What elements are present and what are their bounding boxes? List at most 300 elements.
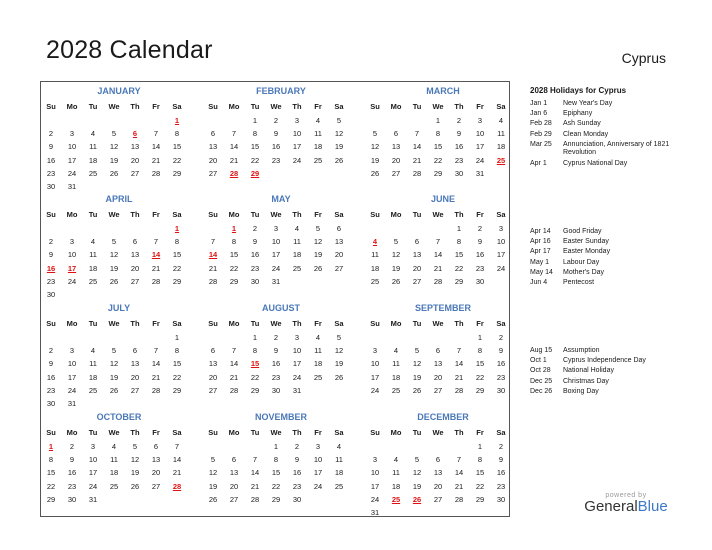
day-cell: 7 [231, 346, 237, 356]
day-cell: 6 [231, 455, 237, 465]
day-cell: 1 [477, 442, 483, 451]
day-cell: 13 [229, 468, 239, 478]
day-cell: 14 [172, 455, 182, 465]
day-cell: 27 [130, 168, 140, 178]
day-cell: 7 [153, 237, 159, 247]
weekday-header: Th [292, 210, 302, 219]
day-cell: 3 [69, 129, 75, 139]
day-cell: 21 [454, 481, 464, 491]
holiday-date: Feb 28 [530, 120, 552, 128]
day-cell: 17 [370, 372, 380, 382]
day-cell: 2 [498, 442, 504, 451]
day-cell: 13 [130, 142, 140, 152]
day-cell: 22 [475, 481, 485, 491]
day-cell: 20 [208, 155, 218, 165]
holiday-name: New Year's Day [563, 100, 613, 107]
day-cell: 29 [172, 385, 182, 395]
day-cell: 19 [109, 155, 119, 165]
day-cell: 10 [88, 455, 98, 465]
day-cell: 7 [456, 455, 462, 465]
day-cell: 17 [496, 250, 506, 260]
day-cell: 30 [250, 276, 260, 286]
day-cell: 21 [151, 155, 161, 165]
day-cell: 9 [273, 129, 279, 139]
day-cell: 22 [229, 263, 239, 273]
weekday-header: Su [46, 210, 56, 219]
day-cell: 2 [48, 237, 54, 247]
day-cell: 1 [174, 333, 180, 342]
day-cell: 7 [456, 346, 462, 356]
day-cell: 28 [151, 168, 161, 178]
day-cell: 16 [67, 468, 77, 478]
holiday-name: Assumption [563, 347, 600, 354]
day-cell: 4 [90, 237, 96, 247]
day-cell: 20 [433, 372, 443, 382]
weekday-header: Th [130, 428, 140, 437]
day-cell: 15 [454, 250, 464, 260]
holiday-day-cell: 6 [132, 129, 138, 139]
day-cell: 22 [433, 155, 443, 165]
brand-logo[interactable] [584, 492, 668, 515]
day-cell: 15 [172, 250, 182, 260]
day-cell: 15 [250, 142, 260, 152]
day-cell: 1 [477, 333, 483, 342]
day-cell: 16 [496, 359, 506, 369]
day-cell: 23 [496, 372, 506, 382]
day-cell: 13 [433, 468, 443, 478]
weekday-header: Mo [228, 428, 240, 437]
day-cell: 31 [88, 494, 98, 504]
day-cell: 24 [271, 263, 281, 273]
day-cell: 17 [475, 142, 485, 152]
day-cell: 12 [130, 455, 140, 465]
holiday-day-cell: 17 [67, 263, 77, 273]
day-cell: 10 [370, 468, 380, 478]
holiday-day-cell: 25 [391, 494, 401, 504]
day-cell: 17 [292, 142, 302, 152]
day-cell: 26 [412, 385, 422, 395]
holiday-date: Feb 29 [530, 130, 552, 138]
day-cell: 31 [475, 168, 485, 178]
day-cell: 26 [391, 276, 401, 286]
day-cell: 18 [88, 372, 98, 382]
day-cell: 16 [46, 372, 56, 382]
day-cell: 24 [313, 481, 323, 491]
brand-blue: Blue [637, 498, 668, 515]
day-cell: 6 [132, 237, 138, 247]
weekday-header: Sa [496, 102, 506, 111]
holiday-day-cell: 26 [412, 494, 422, 504]
day-cell: 6 [435, 455, 441, 465]
day-cell: 23 [250, 263, 260, 273]
calendar-grid [40, 81, 510, 517]
weekday-header: We [270, 102, 282, 111]
day-cell: 16 [292, 468, 302, 478]
day-cell: 28 [151, 385, 161, 395]
weekday-header: Mo [66, 102, 78, 111]
day-cell: 12 [109, 250, 119, 260]
day-cell: 9 [456, 129, 462, 139]
day-cell: 29 [271, 494, 281, 504]
day-cell: 7 [153, 129, 159, 139]
day-cell: 20 [130, 263, 140, 273]
holiday-day-cell: 28 [229, 168, 239, 178]
day-cell: 29 [454, 276, 464, 286]
weekday-header: We [270, 428, 282, 437]
day-cell: 21 [250, 481, 260, 491]
day-cell: 16 [46, 155, 56, 165]
day-cell: 24 [475, 155, 485, 165]
day-cell: 5 [414, 455, 420, 465]
day-cell: 6 [393, 129, 399, 139]
day-cell: 22 [172, 372, 182, 382]
day-cell: 27 [229, 494, 239, 504]
day-cell: 6 [336, 224, 342, 233]
day-cell: 7 [153, 346, 159, 356]
day-cell: 3 [273, 224, 279, 233]
day-cell: 26 [370, 168, 380, 178]
day-cell: 14 [229, 359, 239, 369]
holiday-name: Easter Sunday [563, 238, 609, 246]
day-cell: 18 [391, 372, 401, 382]
month-name: JULY [107, 303, 131, 313]
weekday-header: Fr [476, 210, 484, 219]
month-name: JANUARY [97, 86, 141, 96]
day-cell: 19 [313, 250, 323, 260]
day-cell: 5 [111, 129, 117, 139]
day-cell: 10 [292, 129, 302, 139]
day-cell: 30 [496, 494, 506, 504]
day-cell: 30 [46, 399, 56, 408]
day-cell: 2 [273, 333, 279, 342]
holiday-date: Apr 1 [530, 160, 547, 168]
day-cell: 28 [151, 276, 161, 286]
holiday-date: Mar 25 [530, 140, 552, 148]
weekday-header: Fr [152, 210, 160, 219]
weekday-header: We [108, 102, 120, 111]
powered-by-text: powered by [605, 492, 647, 499]
day-cell: 8 [231, 237, 237, 247]
weekday-header: Th [292, 102, 302, 111]
weekday-header: Fr [314, 102, 322, 111]
weekday-header: Th [454, 428, 464, 437]
day-cell: 30 [46, 182, 56, 191]
weekday-header: Sa [496, 210, 506, 219]
day-cell: 2 [456, 116, 462, 125]
day-cell: 29 [46, 494, 56, 504]
day-cell: 2 [273, 116, 279, 125]
day-cell: 26 [130, 481, 140, 491]
holiday-date: Apr 16 [530, 238, 551, 246]
day-cell: 16 [475, 250, 485, 260]
holiday-date: May 1 [530, 258, 550, 266]
month-name: MARCH [426, 86, 460, 96]
day-cell: 22 [271, 481, 281, 491]
day-cell: 20 [391, 155, 401, 165]
day-cell: 21 [151, 263, 161, 273]
weekday-header: Su [370, 102, 380, 111]
day-cell: 1 [252, 333, 258, 342]
day-cell: 22 [454, 263, 464, 273]
day-cell: 18 [370, 263, 380, 273]
day-cell: 20 [151, 468, 161, 478]
weekday-header: Mo [228, 210, 240, 219]
weekday-header: Su [208, 102, 218, 111]
weekday-header: Su [370, 428, 380, 437]
holiday-date: Dec 25 [530, 377, 553, 385]
day-cell: 2 [69, 442, 75, 451]
day-cell: 9 [498, 455, 504, 465]
day-cell: 19 [412, 372, 422, 382]
holiday-date: Jan 1 [530, 100, 548, 107]
day-cell: 4 [315, 333, 321, 342]
day-cell: 11 [89, 250, 97, 260]
holiday-date: Apr 17 [530, 248, 551, 256]
day-cell: 11 [293, 237, 301, 247]
day-cell: 4 [315, 116, 321, 125]
day-cell: 28 [229, 385, 239, 395]
day-cell: 21 [412, 155, 422, 165]
day-cell: 17 [67, 155, 77, 165]
day-cell: 11 [392, 359, 400, 369]
day-cell: 8 [174, 346, 180, 356]
holiday-day-cell: 1 [174, 224, 180, 233]
day-cell: 29 [172, 168, 182, 178]
day-cell: 2 [48, 346, 54, 356]
day-cell: 10 [67, 142, 77, 152]
day-cell: 19 [109, 263, 119, 273]
day-cell: 30 [67, 494, 77, 504]
day-cell: 3 [372, 455, 378, 465]
day-cell: 30 [46, 290, 56, 299]
brand-general: General [584, 498, 638, 515]
day-cell: 24 [67, 385, 77, 395]
day-cell: 17 [271, 250, 281, 260]
day-cell: 6 [132, 346, 138, 356]
month-name: NOVEMBER [254, 412, 307, 422]
day-cell: 23 [454, 155, 464, 165]
day-cell: 25 [370, 276, 380, 286]
day-cell: 3 [315, 442, 321, 451]
holiday-name: Ash Sunday [563, 120, 601, 128]
holiday-date: Oct 1 [530, 357, 547, 365]
country-label: Cyprus [621, 50, 666, 66]
day-cell: 26 [334, 372, 344, 382]
day-cell: 4 [393, 455, 399, 465]
day-cell: 12 [412, 468, 422, 478]
weekday-header: Mo [390, 102, 402, 111]
day-cell: 20 [130, 155, 140, 165]
day-cell: 24 [88, 481, 98, 491]
day-cell: 8 [456, 237, 462, 247]
day-cell: 24 [370, 494, 380, 504]
day-cell: 14 [454, 468, 464, 478]
day-cell: 14 [250, 468, 260, 478]
day-cell: 25 [88, 276, 98, 286]
day-cell: 20 [433, 481, 443, 491]
day-cell: 4 [294, 224, 300, 233]
day-cell: 25 [391, 385, 401, 395]
day-cell: 26 [109, 276, 119, 286]
weekday-header: Sa [334, 210, 344, 219]
weekday-header: Fr [476, 428, 484, 437]
day-cell: 11 [314, 129, 322, 139]
holiday-day-cell: 14 [151, 250, 161, 260]
weekday-header: Su [208, 428, 218, 437]
weekday-header: Sa [172, 319, 182, 328]
day-cell: 11 [371, 250, 379, 260]
holiday-date: Apr 14 [530, 228, 551, 235]
day-cell: 15 [433, 142, 443, 152]
day-cell: 2 [477, 224, 483, 233]
weekday-header: Th [454, 102, 464, 111]
weekday-header: Su [46, 428, 56, 437]
weekday-header: Mo [228, 102, 240, 111]
month-name: APRIL [105, 194, 133, 204]
day-cell: 14 [229, 142, 239, 152]
day-cell: 25 [313, 372, 323, 382]
day-cell: 27 [391, 168, 401, 178]
day-cell: 23 [46, 385, 56, 395]
day-cell: 7 [231, 129, 237, 139]
day-cell: 19 [391, 263, 401, 273]
day-cell: 5 [372, 129, 378, 139]
day-cell: 21 [454, 372, 464, 382]
holiday-name: National Holiday [563, 367, 614, 375]
day-cell: 26 [109, 385, 119, 395]
day-cell: 24 [292, 372, 302, 382]
day-cell: 16 [271, 359, 281, 369]
day-cell: 31 [271, 276, 281, 286]
day-cell: 27 [151, 481, 161, 491]
weekday-header: Tu [88, 210, 98, 219]
day-cell: 18 [88, 263, 98, 273]
day-cell: 26 [334, 155, 344, 165]
day-cell: 11 [335, 455, 343, 465]
holiday-date: Jun 4 [530, 279, 548, 286]
weekday-header: Sa [172, 428, 182, 437]
day-cell: 3 [69, 346, 75, 356]
day-cell: 16 [454, 142, 464, 152]
day-cell: 12 [313, 237, 323, 247]
day-cell: 21 [433, 263, 443, 273]
day-cell: 2 [252, 224, 258, 233]
weekday-header: Tu [412, 319, 422, 328]
day-cell: 11 [314, 346, 322, 356]
day-cell: 24 [370, 385, 380, 395]
holiday-name: Good Friday [563, 228, 602, 235]
month-name: OCTOBER [96, 412, 142, 422]
day-cell: 9 [294, 455, 300, 465]
day-cell: 30 [271, 385, 281, 395]
day-cell: 31 [67, 182, 77, 191]
day-cell: 27 [334, 263, 344, 273]
day-cell: 24 [496, 263, 506, 273]
day-cell: 26 [313, 263, 323, 273]
day-cell: 11 [89, 142, 97, 152]
day-cell: 25 [88, 385, 98, 395]
day-cell: 13 [208, 142, 218, 152]
weekday-header: Su [370, 210, 380, 219]
day-cell: 10 [475, 129, 485, 139]
day-cell: 9 [48, 250, 54, 260]
day-cell: 15 [475, 468, 485, 478]
weekday-header: Th [130, 210, 140, 219]
month-name: DECEMBER [417, 412, 469, 422]
day-cell: 8 [174, 129, 180, 139]
day-cell: 7 [414, 129, 420, 139]
day-cell: 8 [273, 455, 279, 465]
day-cell: 28 [412, 168, 422, 178]
day-cell: 6 [153, 442, 159, 451]
holidays-title: 2028 Holidays for Cyprus [530, 86, 627, 95]
day-cell: 13 [412, 250, 422, 260]
day-cell: 7 [252, 455, 258, 465]
weekday-header: Fr [314, 319, 322, 328]
day-cell: 13 [391, 142, 401, 152]
day-cell: 30 [496, 385, 506, 395]
day-cell: 20 [334, 250, 344, 260]
month-name: FEBRUARY [256, 86, 306, 96]
day-cell: 4 [111, 442, 117, 451]
day-cell: 23 [292, 481, 302, 491]
day-cell: 29 [250, 385, 260, 395]
weekday-header: Th [292, 319, 302, 328]
day-cell: 24 [67, 276, 77, 286]
day-cell: 5 [336, 333, 342, 342]
day-cell: 23 [475, 263, 485, 273]
weekday-header: We [108, 428, 120, 437]
day-cell: 10 [313, 455, 323, 465]
day-cell: 15 [46, 468, 56, 478]
day-cell: 27 [433, 385, 443, 395]
day-cell: 16 [271, 142, 281, 152]
weekday-header: Su [208, 210, 218, 219]
day-cell: 12 [208, 468, 218, 478]
holiday-day-cell: 25 [496, 155, 506, 165]
day-cell: 21 [229, 155, 239, 165]
day-cell: 9 [48, 142, 54, 152]
day-cell: 11 [497, 129, 505, 139]
holiday-name: Mother's Day [563, 268, 605, 276]
day-cell: 25 [292, 263, 302, 273]
page-title: 2028 Calendar [46, 36, 213, 64]
day-cell: 28 [250, 494, 260, 504]
day-cell: 28 [433, 276, 443, 286]
weekday-header: Su [46, 102, 56, 111]
day-cell: 5 [111, 237, 117, 247]
day-cell: 4 [90, 129, 96, 139]
day-cell: 6 [210, 129, 216, 139]
day-cell: 11 [89, 359, 97, 369]
weekday-header: Tu [88, 428, 98, 437]
holiday-day-cell: 28 [172, 481, 182, 491]
day-cell: 24 [292, 155, 302, 165]
day-cell: 20 [229, 481, 239, 491]
day-cell: 10 [496, 237, 506, 247]
weekday-header: Fr [152, 428, 160, 437]
weekday-header: We [270, 319, 282, 328]
weekday-header: Tu [250, 428, 260, 437]
day-cell: 14 [433, 250, 443, 260]
weekday-header: Tu [250, 319, 260, 328]
day-cell: 4 [90, 346, 96, 356]
weekday-header: Th [130, 102, 140, 111]
weekday-header: Tu [88, 319, 98, 328]
day-cell: 18 [496, 142, 506, 152]
day-cell: 19 [370, 155, 380, 165]
weekday-header: We [108, 210, 120, 219]
